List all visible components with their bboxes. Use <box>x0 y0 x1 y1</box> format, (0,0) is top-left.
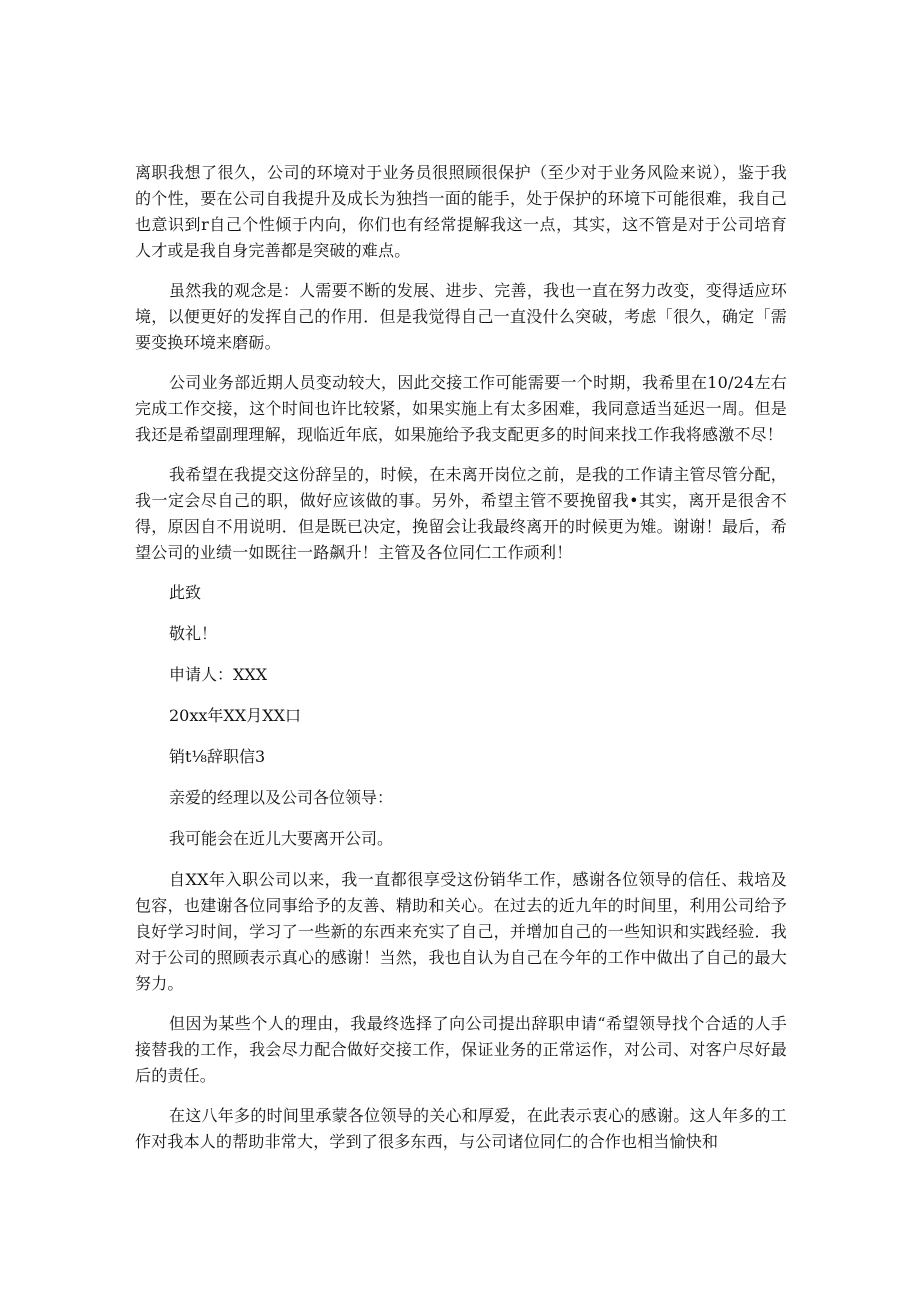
closing-line: 此致 <box>169 583 202 602</box>
greeting-line: 亲爱的经理以及公司各位领导： <box>169 788 394 807</box>
paragraph-resignation: 但因为某些个人的理由，我最终选择了向公司提出辞职申请“希望领导找个合适的人手接替我的工作，我会尽力配合做好交接工作，保证业务的正常运作，对公司、对客户尽好最后的责任。 <box>135 1014 787 1085</box>
paragraph-handover: 公司业务部近期人员变动较大，因此交接工作可能需要一个时期，我希里在10/24左右完成工作交接，这个时间也许比较紧，如果实施上有太多困难，我同意适当延迟一周。但是我还是希望副理理解，现临近年底，如果施给予我支配更多的时间来找工作我将感激不尽！ <box>135 373 787 444</box>
document-page <box>135 160 787 1169</box>
paragraph-request: 我希望在我提交这份辞呈的，时候，在未离开岗位之前，是我的工作请主管尽管分配，我一定会尽自己的职，做好应该做的事。另外，希望主管不要挽留我•其实，离开是很舍不得，原因自不用说明．但是既已决定，挽留会让我最终离开的时候更为雉。谢谢！最后，希望公司的业绩一如既往一路飙升！主管及各位同仁工作顽利！ <box>135 465 787 562</box>
paragraph-reason: 离职我想了很久，公司的环境对于业务员很照顾很保护（至少对于业务风险来说），鉴于我的个性，要在公司自我提升及成长为独挡一面的能手，处于保护的环境下可能很难，我自己也意识到r自己个性倾于内向，你们也有经常提解我这一点，其实，这不管是对于公司培育人才或是我自身完善都是突破的难点。 <box>135 163 787 260</box>
letter-title: 销t⅛辞职信3 <box>169 747 266 766</box>
paragraph-gratitude: 自XX年入职公司以来，我一直都很享受这份销华工作，感谢各位领导的信任、栽培及包容，也建谢各位同事给予的友善、精助和关心。在过去的近九年的时间里，利用公司给予良好学习时间，学习了一些新的东西来充实了自己，并增加自己的一些知识和实践经验．我对于公司的照顾表示真心的感谢！当然，我也自认为自己在今年的工作中做出了自己的最大努力。 <box>135 870 787 993</box>
opening-line: 我可能会在近儿大要离开公司。 <box>169 829 394 848</box>
paragraph-viewpoint: 虽然我的观念是：人需要不断的发展、进步、完善，我也一直在努力改变，变得适应环境，以便更好的发挥自己的作用．但是我觉得自己一直没什么突破，考虑「很久，确定「需要变换环境来磨砺。 <box>135 281 787 352</box>
applicant-line: 申请人：XXX <box>169 665 268 684</box>
salute-line: 敬礼！ <box>169 624 218 643</box>
paragraph-thanks: 在这八年多的时间里承蒙各位领导的关心和厚爱，在此表示衷心的感谢。这人年多的工作对我本人的帮助非常大，学到了很多东西，与公司诸位同仁的合作也相当愉快和 <box>135 1106 787 1151</box>
date-line: 20xx年XX月XX口 <box>169 706 301 725</box>
